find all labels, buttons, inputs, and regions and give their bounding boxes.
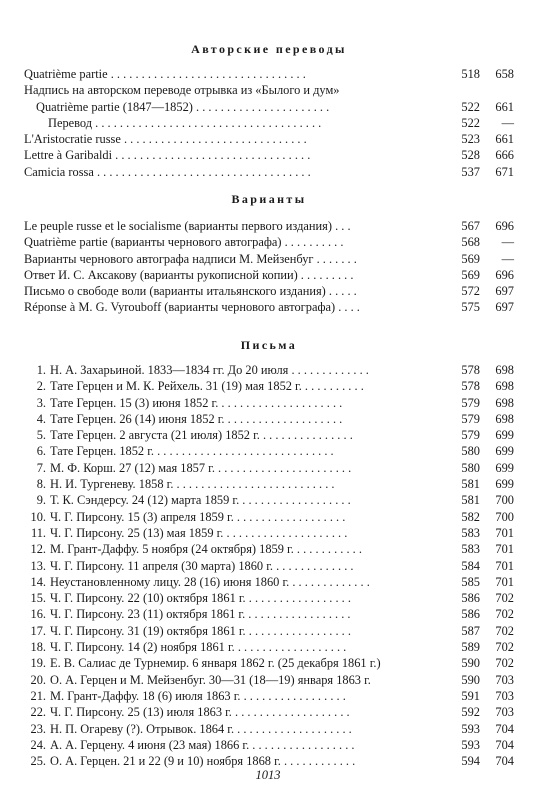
commentary-page-number: 701: [495, 574, 514, 589]
entry-number: 25.: [30, 754, 46, 769]
commentary-page-number: 696: [495, 267, 514, 282]
section-heading: Варианты: [231, 192, 307, 206]
toc-entry: [24, 362, 514, 378]
entry-number: 18.: [30, 640, 46, 655]
entry-title: [24, 492, 351, 508]
entry-text: Ч. Г. Пирсону. 14 (2) ноября 1861 г. . . . . . . . . . . . . . . . . . .: [50, 640, 347, 655]
commentary-page-number: 699: [495, 444, 514, 459]
entry-number: 16.: [30, 607, 46, 622]
entry-text: Е. В. Салиас де Турнемир. 6 января 1862 г. (25 декабря 1861 г.): [50, 656, 381, 671]
entry-title: [24, 704, 350, 720]
toc-entry: [24, 655, 514, 671]
entry-title: [24, 590, 351, 606]
entry-title: [24, 721, 352, 737]
entry-number: 1.: [36, 363, 46, 377]
entry-text: Quatrième partie (варианты чернового автографа) . . . . . . . . . .: [24, 235, 344, 250]
text-page-number: 580: [461, 460, 480, 475]
entry-title: [24, 655, 381, 671]
toc-entry: [24, 460, 514, 476]
entry-text: L'Aristocratie russe . . . . . . . . . . . . . . . . . . . . . . . . . . . . . .: [24, 132, 307, 147]
text-page-number: 579: [461, 428, 480, 443]
text-page-number: 592: [461, 705, 480, 720]
section-variants: [24, 192, 514, 315]
entry-number: 3.: [36, 395, 46, 410]
commentary-page-number: 704: [495, 721, 514, 736]
commentary-page-number: 701: [495, 525, 514, 540]
entry-text: Тате Герцен. 1852 г. . . . . . . . . . . . . . . . . . . . . . . . . . . . . .: [50, 444, 334, 459]
toc-entry: [24, 704, 514, 720]
entry-text: Тате Герцен. 26 (14) июня 1852 г. . . . . . . . . . . . . . . . . . . .: [50, 411, 343, 426]
entry-title: [24, 460, 351, 476]
text-page-number: 579: [461, 411, 480, 426]
toc-entry: [24, 66, 514, 82]
toc-entry: [24, 427, 514, 443]
entry-title: [24, 737, 355, 753]
commentary-page-number: 702: [495, 591, 514, 606]
entry-text: Тате Герцен и М. К. Рейхель. 31 (19) мая 1852 г. . . . . . . . . . .: [50, 379, 364, 394]
entry-text: Надпись на авторском переводе отрывка из «Былого и дум»: [24, 83, 340, 98]
entry-title: [24, 82, 340, 98]
entry-text: Le peuple russe et le socialisme (варианты первого издания) . . .: [24, 219, 351, 233]
text-page-number: 578: [461, 363, 480, 377]
entry-title: [24, 411, 342, 427]
text-page-number: 523: [461, 132, 480, 147]
commentary-page-number: —: [501, 235, 514, 250]
commentary-page-number: 700: [495, 493, 514, 508]
entry-text: Ч. Г. Пирсону. 31 (19) октября 1861 г. . . . . . . . . . . . . . . . . .: [50, 623, 351, 638]
toc-entry: [24, 541, 514, 557]
commentary-page-number: 699: [495, 460, 514, 475]
toc-entry: [24, 218, 514, 234]
commentary-page-number: 702: [495, 607, 514, 622]
commentary-page-number: —: [501, 251, 514, 266]
toc-entry: [24, 509, 514, 525]
commentary-page-number: 703: [495, 705, 514, 720]
entry-number: 23.: [30, 721, 46, 736]
entry-text: Т. К. Сэндерсу. 24 (12) марта 1859 г. . . . . . . . . . . . . . . . . . .: [50, 493, 351, 508]
section-author-translations: [24, 42, 514, 179]
entry-title: [24, 509, 345, 525]
entry-number: 14.: [30, 574, 46, 589]
entry-title: [24, 427, 353, 443]
entry-text: Н. П. Огареву (?). Отрывок. 1864 г. . . . . . . . . . . . . . . . . . . .: [50, 721, 352, 736]
toc-entry: [24, 688, 514, 704]
toc-entry: [24, 574, 514, 590]
entry-text: Ч. Г. Пирсону. 22 (10) октября 1861 г. . . . . . . . . . . . . . . . . .: [50, 591, 351, 606]
entry-text: Quatrième partie . . . . . . . . . . . . . . . . . . . . . . . . . . . . . . . .: [24, 67, 306, 81]
toc-entry: [24, 378, 514, 394]
entry-title: [24, 218, 351, 234]
page-number: 1013: [255, 768, 281, 782]
commentary-page-number: 658: [495, 67, 514, 81]
text-page-number: 584: [461, 558, 480, 573]
commentary-page-number: 698: [495, 395, 514, 410]
section-letters: [24, 338, 514, 769]
toc-entry: [24, 251, 514, 267]
entry-title: [24, 66, 306, 82]
entry-title: [24, 395, 342, 411]
toc-entry: [24, 164, 514, 180]
entry-text: Ответ И. С. Аксакову (варианты рукописной копии) . . . . . . . . .: [24, 267, 354, 282]
entry-title: [24, 283, 357, 299]
toc-entry: [24, 99, 514, 115]
text-page-number: 581: [461, 477, 480, 492]
entry-number: 24.: [30, 737, 46, 752]
entry-number: 21.: [30, 688, 46, 703]
text-page-number: 586: [461, 591, 480, 606]
entry-title: [24, 378, 364, 394]
commentary-page-number: 702: [495, 640, 514, 655]
entry-number: 8.: [36, 477, 46, 492]
text-page-number: 580: [461, 444, 480, 459]
entry-text: Lettre à Garibaldi . . . . . . . . . . . . . . . . . . . . . . . . . . . . . . . .: [24, 148, 311, 163]
toc-entry: [24, 525, 514, 541]
entry-text: Письмо о свободе воли (варианты итальянского издания) . . . . .: [24, 284, 357, 299]
text-page-number: 589: [461, 640, 480, 655]
toc-entry: [24, 737, 514, 753]
entry-number: 2.: [36, 379, 46, 394]
text-page-number: 582: [461, 509, 480, 524]
commentary-page-number: —: [501, 115, 514, 130]
text-page-number: 583: [461, 542, 480, 557]
entry-text: Quatrième partie (1847—1852) . . . . . . . . . . . . . . . . . . . . . .: [36, 99, 330, 114]
toc-entry: [24, 299, 514, 315]
entry-title: [24, 251, 357, 267]
entry-text: М. Грант-Даффу. 18 (6) июля 1863 г. . . . . . . . . . . . . . . . . .: [50, 688, 346, 703]
entry-text: О. А. Герцен. 21 и 22 (9 и 10) ноября 1868 г. . . . . . . . . . . . .: [50, 754, 356, 769]
commentary-page-number: 704: [495, 754, 514, 769]
text-page-number: 586: [461, 607, 480, 622]
text-page-number: 590: [461, 672, 480, 687]
entry-number: 7.: [36, 460, 46, 475]
toc-entry: [24, 267, 514, 283]
commentary-page-number: 697: [495, 284, 514, 299]
entry-text: Тате Герцен. 15 (3) июня 1852 г. . . . . . . . . . . . . . . . . . . . .: [50, 395, 343, 410]
commentary-page-number: 666: [495, 148, 514, 163]
toc-entry: [24, 606, 514, 622]
toc-entry: [24, 476, 514, 492]
entry-text: Перевод . . . . . . . . . . . . . . . . . . . . . . . . . . . . . . . . . . . . .: [48, 115, 322, 130]
commentary-page-number: 702: [495, 623, 514, 638]
entry-title: [24, 623, 351, 639]
toc-entry: [24, 283, 514, 299]
entry-number: 4.: [36, 411, 46, 426]
commentary-page-number: 703: [495, 672, 514, 687]
toc-entry: [24, 721, 514, 737]
entry-text: Неустановленному лицу. 28 (16) июня 1860 г. . . . . . . . . . . . . .: [50, 574, 370, 589]
toc-entry: [24, 753, 514, 769]
text-page-number: 528: [461, 148, 480, 163]
entry-text: Camicia rossa . . . . . . . . . . . . . . . . . . . . . . . . . . . . . . . . . . .: [24, 164, 311, 179]
entry-list: [24, 66, 514, 180]
text-page-number: 593: [461, 721, 480, 736]
commentary-page-number: 698: [495, 411, 514, 426]
entry-text: Ч. Г. Пирсону. 23 (11) октября 1861 г. . . . . . . . . . . . . . . . . .: [50, 607, 351, 622]
toc-entry: [24, 672, 514, 688]
commentary-page-number: 700: [495, 509, 514, 524]
entry-number: 13.: [30, 558, 46, 573]
toc-entry: [24, 82, 514, 98]
entry-title: [24, 164, 311, 180]
text-page-number: 579: [461, 395, 480, 410]
commentary-page-number: 702: [495, 656, 514, 671]
text-page-number: 591: [461, 688, 480, 703]
entry-text: О. А. Герцен и М. Мейзенбуг. 30—31 (18—19) января 1863 г.: [50, 672, 371, 687]
entry-number: 9.: [36, 493, 46, 508]
text-page-number: 568: [461, 235, 480, 250]
text-page-number: 590: [461, 656, 480, 671]
text-page-number: 581: [461, 493, 480, 508]
commentary-page-number: 661: [495, 99, 514, 114]
toc-entry: [24, 131, 514, 147]
entry-text: Тате Герцен. 2 августа (21 июля) 1852 г. . . . . . . . . . . . . . . .: [50, 428, 353, 443]
entry-title: [24, 558, 354, 574]
commentary-page-number: 697: [495, 300, 514, 315]
commentary-page-number: 701: [495, 558, 514, 573]
entry-text: М. Грант-Даффу. 5 ноября (24 октября) 1859 г. . . . . . . . . . . .: [50, 542, 362, 557]
commentary-page-number: 671: [495, 164, 514, 179]
entry-text: Ч. Г. Пирсону. 11 апреля (30 марта) 1860 г. . . . . . . . . . . . . .: [50, 558, 354, 573]
entry-text: Н. А. Захарьиной. 1833—1834 гг. До 20 июля . . . . . . . . . . . . .: [50, 363, 369, 377]
entry-text: А. А. Герцену. 4 июня (23 мая) 1866 г. . . . . . . . . . . . . . . . . .: [50, 737, 355, 752]
entry-title: [24, 753, 355, 769]
commentary-page-number: 661: [495, 132, 514, 147]
entry-title: [24, 362, 369, 378]
entry-title: [48, 115, 321, 131]
text-page-number: 593: [461, 737, 480, 752]
text-page-number: 572: [461, 284, 480, 299]
toc-entry: [24, 115, 514, 131]
toc-entry: [24, 147, 514, 163]
entry-number: 12.: [30, 542, 46, 557]
commentary-page-number: 701: [495, 542, 514, 557]
entry-text: Réponse à M. G. Vyrouboff (варианты чернового автографа) . . . .: [24, 300, 360, 315]
toc-entry: [24, 411, 514, 427]
toc-entry: [24, 492, 514, 508]
toc-entry: [24, 590, 514, 606]
entry-title: [24, 299, 360, 315]
entry-text: Ч. Г. Пирсону. 15 (3) апреля 1859 г. . . . . . . . . . . . . . . . . . .: [50, 509, 346, 524]
entry-number: 5.: [36, 428, 46, 443]
text-page-number: 578: [461, 379, 480, 394]
text-page-number: 522: [461, 99, 480, 114]
entry-number: 10.: [30, 509, 46, 524]
text-page-number: 587: [461, 623, 480, 638]
commentary-page-number: 699: [495, 428, 514, 443]
commentary-page-number: 698: [495, 379, 514, 394]
text-page-number: 585: [461, 574, 480, 589]
entry-text: Н. И. Тургеневу. 1858 г. . . . . . . . . . . . . . . . . . . . . . . . . . .: [50, 477, 335, 492]
toc-entry: [24, 234, 514, 250]
entry-text: Ч. Г. Пирсону. 25 (13) июля 1863 г. . . . . . . . . . . . . . . . . . . .: [50, 705, 350, 720]
commentary-page-number: 699: [495, 477, 514, 492]
entry-title: [24, 688, 346, 704]
entry-title: [24, 476, 335, 492]
commentary-page-number: 703: [495, 688, 514, 703]
section-heading: Письма: [240, 338, 298, 352]
entry-list: [24, 362, 514, 769]
entry-title: [24, 234, 343, 250]
text-page-number: 518: [461, 67, 480, 81]
entry-number: 17.: [30, 623, 46, 638]
text-page-number: 522: [461, 115, 480, 130]
commentary-page-number: 704: [495, 737, 514, 752]
entry-title: [24, 131, 307, 147]
entry-number: 11.: [30, 525, 46, 540]
text-page-number: 569: [461, 267, 480, 282]
entry-title: [24, 525, 347, 541]
entry-title: [24, 606, 351, 622]
text-page-number: 569: [461, 251, 480, 266]
text-page-number: 537: [461, 164, 480, 179]
entry-number: 19.: [30, 656, 46, 671]
text-page-number: 575: [461, 300, 480, 315]
entry-number: 20.: [30, 672, 46, 687]
entry-title: [24, 267, 353, 283]
entry-text: Ч. Г. Пирсону. 25 (13) мая 1859 г. . . . . . . . . . . . . . . . . . . . .: [50, 525, 348, 540]
entry-text: М. Ф. Корш. 27 (12) мая 1857 г. . . . . . . . . . . . . . . . . . . . . . .: [50, 460, 352, 475]
entry-title: [36, 99, 329, 115]
entry-number: 6.: [36, 444, 46, 459]
entry-number: 22.: [30, 705, 46, 720]
entry-text: Варианты чернового автографа надписи М. Мейзенбуг . . . . . . .: [24, 251, 357, 266]
entry-title: [24, 639, 346, 655]
text-page-number: 594: [461, 754, 480, 769]
toc-entry: [24, 558, 514, 574]
entry-title: [24, 672, 371, 688]
entry-number: 15.: [30, 591, 46, 606]
entry-title: [24, 147, 310, 163]
entry-list: [24, 218, 514, 316]
toc-entry: [24, 623, 514, 639]
text-page-number: 567: [461, 219, 480, 233]
entry-title: [24, 541, 362, 557]
toc-entry: [24, 639, 514, 655]
text-page-number: 583: [461, 525, 480, 540]
toc-entry: [24, 443, 514, 459]
commentary-page-number: 698: [495, 363, 514, 377]
entry-title: [24, 443, 334, 459]
entry-title: [24, 574, 370, 590]
section-heading: Авторские переводы: [191, 42, 347, 56]
commentary-page-number: 696: [495, 219, 514, 233]
toc-entry: [24, 395, 514, 411]
